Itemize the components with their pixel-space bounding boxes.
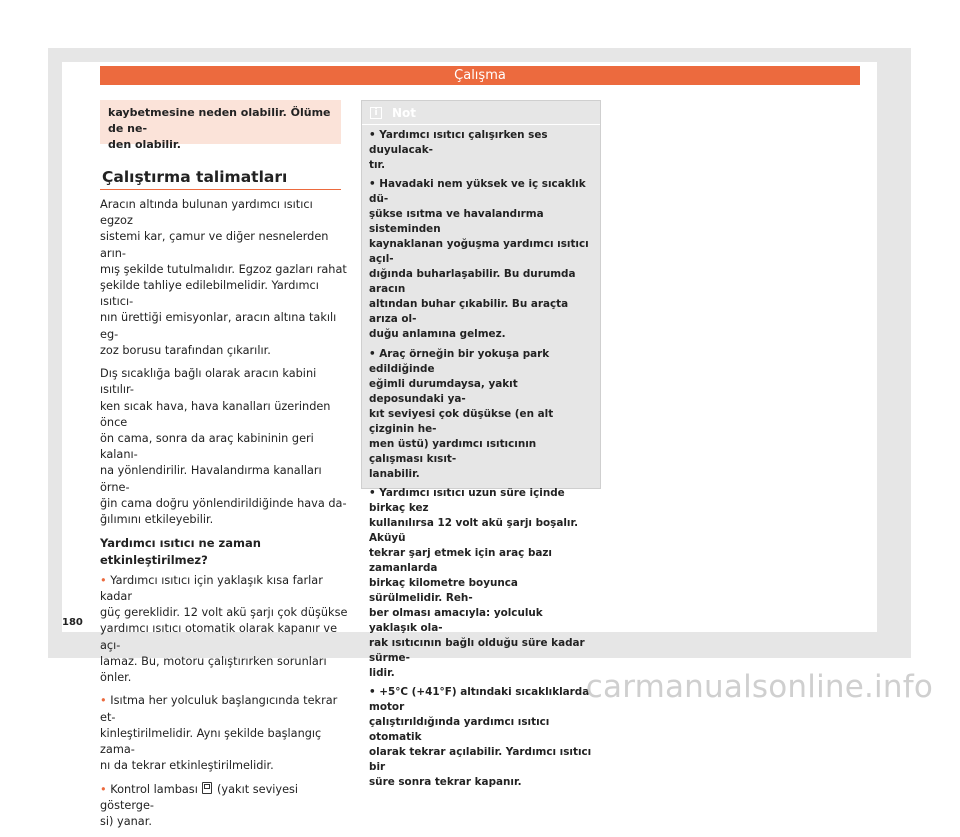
text-line: • +5°C (+41°F) altındaki sıcaklıklarda motor bbox=[369, 686, 590, 714]
text-line: • Araç örneğin bir yokuşa park edildiğinde bbox=[369, 347, 550, 375]
text-line: • Yardımcı ısıtıcı çalışırken ses duyulacak- bbox=[369, 129, 548, 156]
note-header bbox=[362, 101, 600, 125]
text-line: birkaç kilometre boyunca sürülmelidir. Reh- bbox=[369, 576, 518, 604]
note-item bbox=[369, 128, 593, 173]
note-item bbox=[369, 347, 593, 482]
bullet-marker: • bbox=[100, 782, 107, 796]
text-line: ğin cama doğru yönlendirildiğinde hava da- bbox=[100, 496, 347, 510]
text-line: mış şekilde tutulmalıdır. Egzoz gazları rahat bbox=[100, 262, 347, 276]
text-line: Aracın altında bulunan yardımcı ısıtıcı egzoz bbox=[100, 198, 313, 228]
text-line: ber olması amacıyla: yolculuk yaklaşık ola- bbox=[369, 606, 543, 634]
text-line: lamaz. Bu, motoru çalıştırırken sorunları önler. bbox=[100, 654, 327, 685]
text-line: kinleştirilmelidir. Aynı şekilde başlangıç zama- bbox=[100, 726, 322, 757]
text-line: şekilde tahliye edilebilmelidir. Yardımcı ısıtıcı- bbox=[100, 279, 319, 309]
text-line: süre sonra tekrar kapanır. bbox=[369, 776, 522, 789]
text-line: men üstü) yardımcı ısıtıcının çalışması kısıt- bbox=[369, 437, 537, 465]
text-line: lidir. bbox=[369, 666, 395, 679]
text-line: zoz borusu tarafından çıkarılır. bbox=[100, 343, 271, 357]
section-title: Çalıştırma talimatları bbox=[102, 168, 288, 186]
text-line: kıt seviyesi çok düşükse (en alt çizginin he- bbox=[369, 407, 554, 435]
text-line: tır. bbox=[369, 159, 386, 171]
text-segment: (yakıt seviyesi gösterge- bbox=[100, 782, 299, 812]
text-line: ğılımını etkileyebilir. bbox=[100, 513, 214, 527]
bullet-item bbox=[100, 782, 348, 831]
text-segment: Kontrol lambası bbox=[110, 782, 198, 796]
subheading-when-not-activated: Yardımcı ısıtıcı ne zaman etkinleştirilmez? bbox=[100, 536, 261, 567]
watermark: carmanualsonline.info bbox=[585, 669, 933, 705]
text-line: eğimli durumdaysa, yakıt deposundaki ya- bbox=[369, 377, 518, 405]
text-line: sistemi kar, çamur ve diğer nesnelerden arın- bbox=[100, 230, 329, 260]
text-line: ön cama, sonra da araç kabininin geri kalanı- bbox=[100, 432, 314, 462]
text-line: çalıştırıldığında yardımcı ısıtıcı otomatik bbox=[369, 716, 550, 744]
text-line: • Havadaki nem yüksek ve iç sıcaklık dü- bbox=[369, 178, 586, 206]
text-line: dığında buharlaşabilir. Bu durumda aracın bbox=[369, 268, 576, 296]
bullet-marker: • bbox=[100, 573, 107, 587]
text-line: kaynaklanan yoğuşma yardımcı ısıtıcı açıl- bbox=[369, 238, 589, 266]
text-line: yardımcı ısıtıcı otomatik olarak kapanır ve açı- bbox=[100, 622, 338, 652]
note-item bbox=[369, 177, 593, 342]
text-line: ken sıcak hava, hava kanalları üzerinden önce bbox=[100, 399, 331, 429]
text-line: Yardımcı ısıtıcı için yaklaşık kısa farlar kadar bbox=[100, 573, 323, 604]
text-line: tekrar şarj etmek için araç bazı zamanlarda bbox=[369, 546, 552, 574]
text-line: nın ürettiği emisyonlar, aracın altına takılı eg- bbox=[100, 311, 337, 341]
paragraph-exhaust bbox=[100, 197, 348, 359]
fuel-gauge-lamp-icon bbox=[202, 782, 212, 794]
text-line: nı da tekrar etkinleştirilmelidir. bbox=[100, 759, 274, 773]
note-box bbox=[361, 100, 601, 789]
text-line: rak ısıtıcının bağlı olduğu süre kadar sürme- bbox=[369, 636, 585, 664]
text-line: Dış sıcaklığa bağlı olarak aracın kabini ısıtılır- bbox=[100, 367, 317, 397]
note-item bbox=[369, 486, 593, 681]
text-line: si) yanar. bbox=[100, 815, 152, 829]
section-divider bbox=[100, 189, 341, 190]
warning-line: den olabilir. bbox=[108, 138, 181, 151]
info-icon: i bbox=[370, 107, 382, 119]
text-line: olarak tekrar açılabilir. Yardımcı ısıtıcı bir bbox=[369, 746, 592, 774]
text-line: • Yardımcı ısıtıcı uzun süre içinde birkaç kez bbox=[369, 486, 565, 514]
text-line: Isıtma her yolculuk başlangıcında tekrar et- bbox=[100, 694, 338, 724]
chapter-header: Çalışma bbox=[100, 66, 860, 85]
text-line: duğu anlamına gelmez. bbox=[369, 328, 506, 341]
text-line: altından buhar çıkabilir. Bu araçta arıza ol- bbox=[369, 298, 569, 326]
text-line: kullanılırsa 12 volt akü şarjı boşalır. Aküyü bbox=[369, 516, 579, 544]
bullet-marker: • bbox=[100, 694, 107, 708]
page-number: 180 bbox=[62, 617, 83, 628]
warning-line: kaybetmesine neden olabilir. Ölüme de ne- bbox=[108, 106, 331, 135]
text-line: na yönlendirilir. Havalandırma kanalları örne- bbox=[100, 464, 322, 494]
body-column bbox=[100, 197, 348, 837]
text-line: lanabilir. bbox=[369, 467, 420, 480]
bullet-item bbox=[100, 573, 348, 686]
bullet-item bbox=[100, 693, 348, 774]
warning-continuation-box bbox=[100, 100, 341, 151]
text-line: güç gereklidir. 12 volt akü şarjı çok düşükse bbox=[100, 606, 348, 620]
text-line: şükse ısıtma ve havalandırma sisteminden bbox=[369, 208, 544, 236]
note-title: Not bbox=[392, 105, 417, 120]
paragraph-airflow bbox=[100, 366, 348, 528]
